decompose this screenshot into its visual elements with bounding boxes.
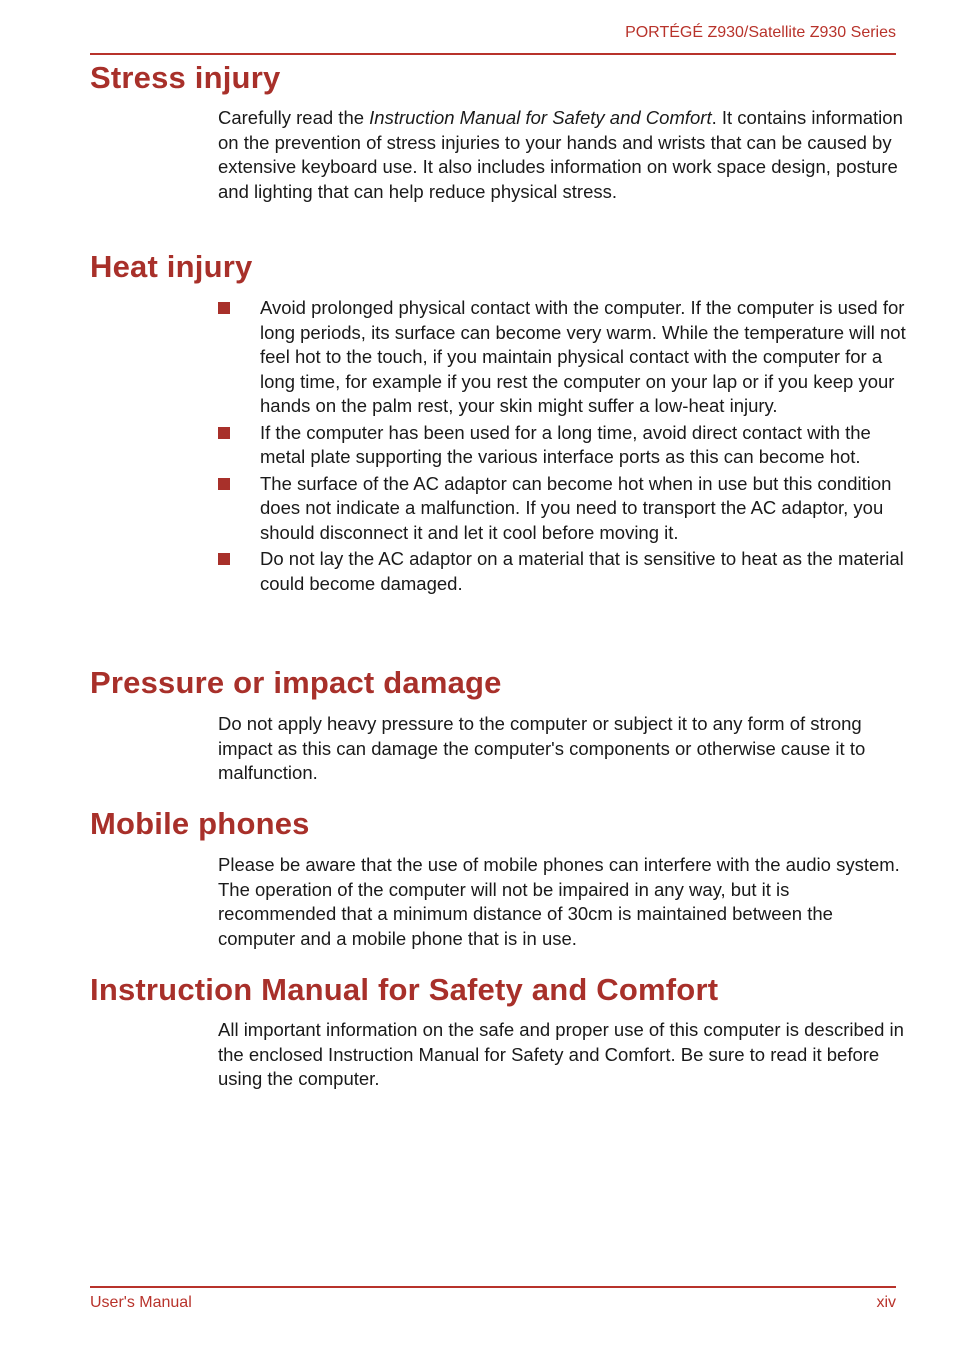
footer-rule xyxy=(90,1286,896,1288)
square-bullet-icon xyxy=(218,553,230,565)
heading-mobile-phones: Mobile phones xyxy=(90,806,310,841)
square-bullet-icon xyxy=(218,302,230,314)
heading-heat-injury: Heat injury xyxy=(90,249,253,284)
paragraph-pressure-damage: Do not apply heavy pressure to the computer or subject it to any form of strong impact as this can damage the computer's components or otherwise cause it to malfunction. xyxy=(218,713,866,783)
paragraph-stress-pre: Carefully read the xyxy=(218,107,370,128)
square-bullet-icon xyxy=(218,478,230,490)
list-item xyxy=(218,547,908,596)
list-item-text: If the computer has been used for a long time, avoid direct contact with the metal plate supporting the various interface ports as this can become hot. xyxy=(260,421,871,467)
page-number: xiv xyxy=(876,1294,896,1311)
paragraph-stress-injury xyxy=(218,106,908,204)
paragraph-mobile-phones: Please be aware that the use of mobile phones can interfere with the audio system. The operation of the computer will not be impaired in any way, but it is recommended that a minimum distance of 30cm is maintained between the computer and a mobile phone that is in use. xyxy=(218,854,900,949)
footer-manual-label: User's Manual xyxy=(90,1294,192,1311)
list-item xyxy=(218,472,908,546)
heading-pressure-damage: Pressure or impact damage xyxy=(90,665,502,700)
heat-injury-list xyxy=(218,296,908,598)
paragraph-stress-post: . It contains information on the prevention of stress injuries to your hands and wrists that can be caused by extensive keyboard use. It also includes information on work space design, posture and lighting that can help reduce physical stress. xyxy=(218,107,903,202)
list-item-text: The surface of the AC adaptor can become hot when in use but this condition does not indicate a malfunction. If you need to transport the AC adaptor, you should disconnect it and let it cool before moving it. xyxy=(260,472,892,543)
list-item-text: Avoid prolonged physical contact with the computer. If the computer is used for long periods, its surface can become very warm. While the temperature will not feel hot to the touch, if you maintain physical contact with the computer for a long time, for example if you rest the computer on your lap or if you keep your hands on the palm rest, your skin might suffer a low-heat injury. xyxy=(260,297,906,416)
list-item xyxy=(218,296,908,419)
heading-instruction-manual: Instruction Manual for Safety and Comfort xyxy=(90,972,719,1007)
header-rule xyxy=(90,53,896,55)
paragraph-instruction-manual: All important information on the safe and proper use of this computer is described in the enclosed Instruction Manual for Safety and Comfort. Be sure to read it before using the computer. xyxy=(218,1019,904,1089)
running-header-title: PORTÉGÉ Z930/Satellite Z930 Series xyxy=(625,24,896,41)
list-item xyxy=(218,421,908,470)
square-bullet-icon xyxy=(218,427,230,439)
manual-title-italic: Instruction Manual for Safety and Comfort xyxy=(369,107,712,128)
heading-stress-injury: Stress injury xyxy=(90,60,281,95)
list-item-text: Do not lay the AC adaptor on a material that is sensitive to heat as the material could become damaged. xyxy=(260,548,904,594)
